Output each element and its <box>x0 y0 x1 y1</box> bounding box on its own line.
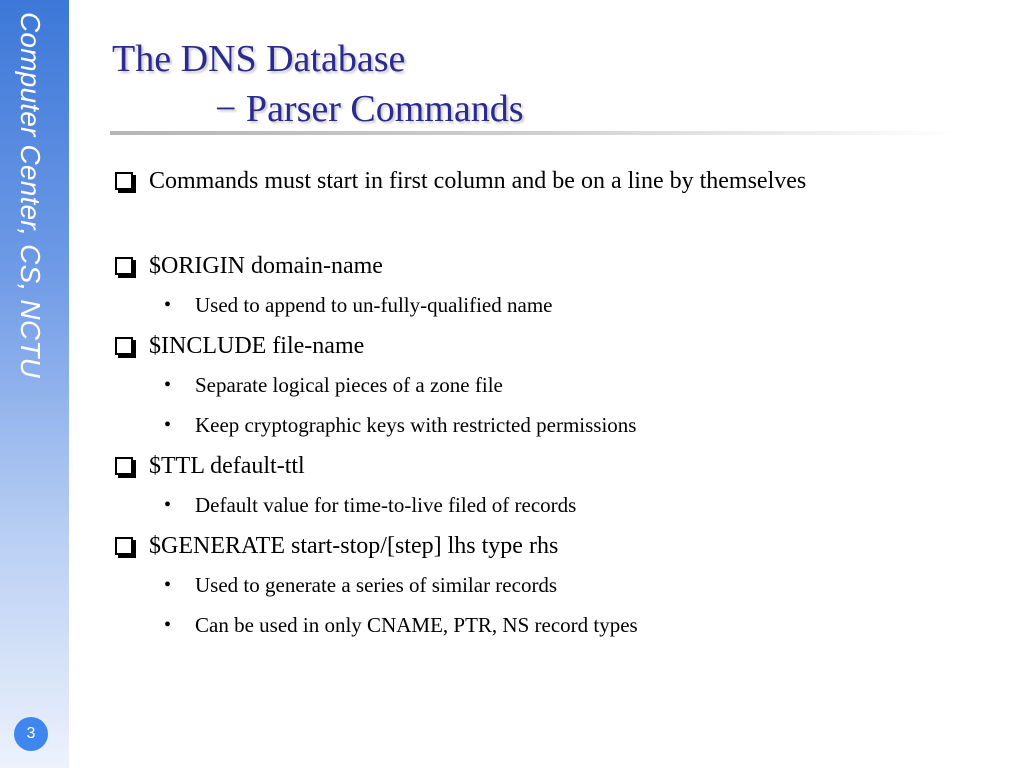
sub-list-item <box>112 608 992 648</box>
list-item-text: $GENERATE start-stop/[step] lhs type rhs <box>149 533 559 559</box>
sub-list-item <box>112 288 992 328</box>
slide-title-line1: The DNS Database <box>112 38 406 80</box>
dot-bullet-icon: • <box>164 414 172 436</box>
bullet-list <box>112 163 992 648</box>
checkbox-square-icon <box>115 457 133 475</box>
checkbox-square-icon <box>115 337 133 355</box>
list-item <box>112 163 992 203</box>
dot-bullet-icon: • <box>164 614 172 636</box>
dot-bullet-icon: • <box>164 374 172 396</box>
page-number-badge: 3 <box>14 717 48 751</box>
list-item <box>112 248 992 288</box>
sub-list-item-text: Used to append to un-fully-qualified name <box>195 293 553 317</box>
list-item-text: Commands must start in first column and be on a line by themselves <box>149 168 807 194</box>
sidebar-label: Computer Center, CS, NCTU <box>15 12 46 378</box>
slide-title <box>112 34 524 134</box>
sidebar <box>0 0 69 768</box>
checkbox-square-icon <box>115 172 133 190</box>
dot-bullet-icon: • <box>164 494 172 516</box>
sub-list-item-text: Keep cryptographic keys with restricted permissions <box>195 413 637 437</box>
sub-list-item-text: Can be used in only CNAME, PTR, NS record types <box>195 613 638 637</box>
sub-list-item-text: Used to generate a series of similar records <box>195 573 558 597</box>
dot-bullet-icon: • <box>164 574 172 596</box>
list-item <box>112 328 992 368</box>
sub-list-item <box>112 488 992 528</box>
dot-bullet-icon: • <box>164 294 172 316</box>
list-item-text: $TTL default-ttl <box>149 453 305 479</box>
sub-list-item <box>112 568 992 608</box>
sub-list-item <box>112 408 992 448</box>
sub-list-item <box>112 368 992 408</box>
list-item-text: $ORIGIN domain-name <box>149 253 383 279</box>
checkbox-square-icon <box>115 257 133 275</box>
list-item-text: $INCLUDE file-name <box>149 333 365 359</box>
sub-list-item-text: Separate logical pieces of a zone file <box>195 373 503 397</box>
slide-title-line2: − Parser Commands <box>215 88 524 130</box>
sub-list-item-text: Default value for time-to-live filed of records <box>195 493 577 517</box>
title-divider <box>110 131 960 135</box>
list-item <box>112 448 992 488</box>
list-item <box>112 528 992 568</box>
checkbox-square-icon <box>115 537 133 555</box>
